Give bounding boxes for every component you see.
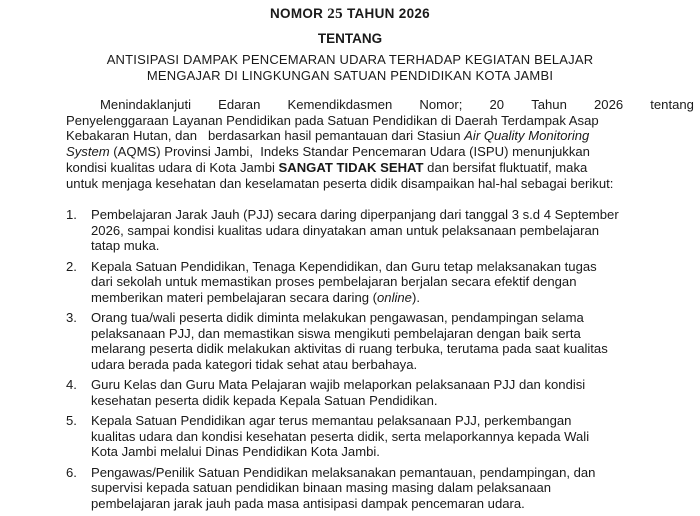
nomor-label: NOMOR <box>269 6 324 21</box>
list-item-number: 3. <box>66 310 77 325</box>
subject-title <box>0 52 700 83</box>
list-item-line: Kepala Satuan Pendidikan agar terus memantau pelaksanaan PJJ, perkembangan <box>91 413 572 428</box>
list-item <box>66 413 698 460</box>
list-item-line: pelaksanaan PJJ, dan memastikan siswa mengikuti pembelajaran dengan baik serta <box>91 325 581 341</box>
list-item-line: kualitas udara dan kondisi kesehatan peserta didik, serta melaporkannya kepada Wali <box>91 428 590 444</box>
tentang-heading: TENTANG <box>317 31 383 46</box>
intro-word: Menindaklanjuti <box>100 97 191 112</box>
list-item-line: tatap muka. <box>91 238 160 253</box>
subject-line-1: ANTISIPASI DAMPAK PENCEMARAN UDARA TERHADAP KEGIATAN BELAJAR <box>106 52 594 67</box>
list-item-text: memberikan materi pembelajaran secara daring ( <box>91 289 378 305</box>
list-item <box>66 259 698 306</box>
intro-line-1 <box>66 97 694 113</box>
list-item-line: Kota Jambi melalui Dinas Pendidikan Kota Jambi. <box>91 444 380 459</box>
instruction-list <box>66 207 698 516</box>
list-item-line: Pengawas/Penilik Satuan Pendidikan melaksanakan pemantauan, pendampingan, dan <box>91 464 596 480</box>
list-item-number: 1. <box>66 207 77 222</box>
document-number <box>0 6 700 23</box>
list-item <box>66 207 698 254</box>
subject-line-2: MENGAJAR DI LINGKUNGAN SATUAN PENDIDIKAN KOTA JAMBI <box>146 67 554 83</box>
system-italic-text: System <box>66 144 110 160</box>
list-item-line: udara berada pada kategori tidak sehat atau berbahaya. <box>91 356 418 372</box>
intro-word: 2026 <box>594 97 624 112</box>
list-item-line: Pembelajaran Jarak Jauh (PJJ) secara daring diperpanjang dari tanggal 3 s.d 4 September <box>91 207 619 222</box>
list-item <box>66 310 698 372</box>
list-item-line: supervisi kepada satuan pendidikan binaan masing masing dalam pelaksanaan <box>91 480 552 495</box>
air-quality-status: SANGAT TIDAK SEHAT <box>278 159 424 175</box>
intro-paragraph <box>66 97 696 191</box>
intro-word: tentang <box>650 97 694 112</box>
intro-text: dan bersifat fluktuatif, maka <box>423 159 588 175</box>
list-item-line: Orang tua/wali peserta didik diminta melakukan pengawasan, pendampingan selama <box>91 310 584 325</box>
intro-line-5 <box>66 160 696 176</box>
intro-line-4 <box>66 144 696 160</box>
list-item-line: dari sekolah untuk memastikan proses pembelajaran berjalan secara efektif dengan <box>91 274 577 289</box>
list-item <box>66 465 698 512</box>
online-italic-text: online <box>377 289 412 305</box>
intro-text: Kebakaran Hutan, dan berdasarkan hasil pemantauan dari Stasiun <box>66 128 465 144</box>
list-item-line: Guru Kelas dan Guru Mata Pelajaran wajib melaporkan pelaksanaan PJJ dan kondisi <box>91 377 586 392</box>
intro-line-2: Penyelenggaraan Layanan Pendidikan pada Satuan Pendidikan di Daerah Terdampak Asap <box>66 112 599 128</box>
list-item-line: Kepala Satuan Pendidikan, Tenaga Kependidikan, dan Guru tetap melaksanakan tugas <box>91 258 597 274</box>
list-item-line <box>91 290 698 306</box>
list-item-number: 5. <box>66 413 77 428</box>
list-item-number: 4. <box>66 377 77 392</box>
intro-word: Edaran <box>218 97 261 112</box>
intro-line-3 <box>66 128 696 144</box>
intro-text: (AQMS) Provinsi Jambi, Indeks Standar Pencemaran Udara (ISPU) menunjukkan <box>109 144 590 160</box>
list-item-text: ). <box>411 289 420 305</box>
list-item-line: pembelajaran jarak jauh pada masa antisipasi dampak pencemaran udara. <box>91 495 525 511</box>
intro-word: Nomor; <box>419 97 463 112</box>
nomor-value: 25 <box>327 6 343 22</box>
aqms-italic-text: Air Quality Monitoring <box>464 128 590 144</box>
list-item-number: 6. <box>66 464 77 480</box>
intro-text: kondisi kualitas udara di Kota Jambi <box>66 159 279 175</box>
tahun-label: TAHUN 2026 <box>346 6 430 21</box>
intro-word: 20 <box>489 97 505 112</box>
list-item <box>66 377 698 408</box>
list-item-number: 2. <box>66 258 77 274</box>
list-item-line: melarang peserta didik melakukan aktivitas di ruang terbuka, terutama pada saat kualitas <box>91 341 608 356</box>
intro-word: Kemendikdasmen <box>287 97 393 112</box>
list-item-line: kesehatan peserta didik kepada Kepala Satuan Pendidikan. <box>91 392 438 408</box>
intro-word: Tahun <box>531 97 567 112</box>
intro-line-6: untuk menjaga kesehatan dan keselamatan peserta didik disampaikan hal-hal sebagai berikut: <box>66 175 614 191</box>
list-item-line: 2026, sampai kondisi kualitas udara dinyatakan aman untuk pelaksanaan pembelajaran <box>91 222 600 238</box>
